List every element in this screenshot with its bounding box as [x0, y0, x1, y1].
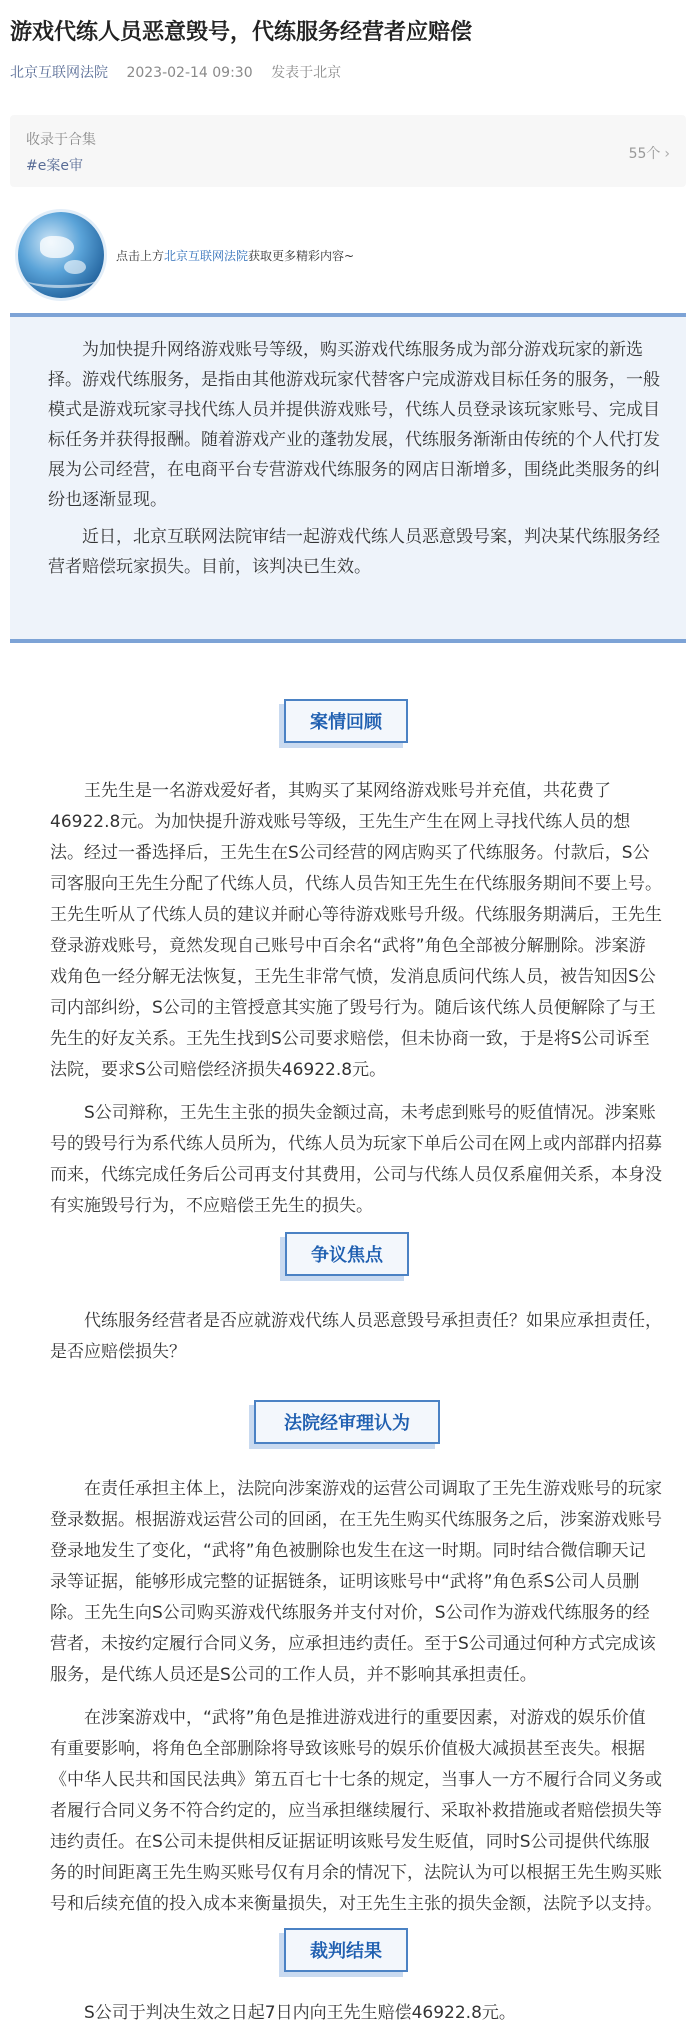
- court-logo-globe-icon: [18, 212, 104, 298]
- collection-count-text: 55个: [628, 146, 661, 162]
- intro-box: [10, 313, 686, 643]
- section-heading-dispute: 争议焦点: [285, 1232, 409, 1276]
- collection-tag[interactable]: #e案e审: [26, 158, 83, 174]
- collection-count[interactable]: [629, 143, 670, 163]
- follow-prefix: 点击上方: [116, 249, 165, 263]
- intro-paragraph: 近日，北京互联网法院审结一起游戏代练人员恶意毁号案，判决某代练服务经营者赔偿玩家损失。目前，该判决已生效。: [48, 527, 660, 577]
- case-review-paragraph: 王先生是一名游戏爱好者，其购买了某网络游戏账号并充值，共花费了46922.8元。为加快提升游戏账号等级，王先生产生在网上寻找代练人员的想法。经过一番选择后，王先生在S公司经营的网店购买了代练服务。付款后，S公司客服向王先生分配了代练人员，代练人员告知王先生在代练服务期间不要上号。王先生听从了代练人员的建议并耐心等待游戏账号升级。代练服务期满后，王先生登录游戏账号，竟然发现自己账号中百余名“武将”角色全部被分解删除。涉案游戏角色一经分解无法恢复，王先生非常气愤，发消息质问代练人员，被告知因S公司内部纠纷，S公司的主管授意其实施了毁号行为。随后该代练人员便解除了与王先生的好友关系。王先生找到S公司要求赔偿，但未协商一致，于是将S公司诉至法院，要求S公司赔偿经济损失46922.8元。: [50, 781, 662, 1080]
- chevron-right-icon: ›: [664, 146, 670, 162]
- follow-account-link[interactable]: 北京互联网法院: [164, 249, 249, 263]
- article-title: 游戏代练人员恶意毁号，代练服务经营者应赔偿: [10, 20, 473, 45]
- section-heading-verdict: 裁判结果: [284, 1928, 408, 1972]
- intro-paragraph: 为加快提升网络游戏账号等级，购买游戏代练服务成为部分游戏玩家的新选择。游戏代练服务，是指由其他游戏玩家代替客户完成游戏目标任务的服务，一般模式是游戏玩家寻找代练人员并提供游戏账号，代练人员登录该玩家账号、完成目标任务并获得报酬。随着游戏产业的蓬勃发展，代练服务渐渐由传统的个人代打发展为公司经营，在电商平台专营游戏代练服务的网店日渐增多，围绕此类服务的纠纷也逐渐显现。: [48, 340, 660, 510]
- article-meta: [10, 62, 355, 82]
- dispute-paragraph: 代练服务经营者是否应就游戏代练人员恶意毁号承担责任？如果应承担责任，是否应赔偿损失？: [50, 1311, 662, 1362]
- verdict-paragraph: S公司于判决生效之日起7日内向王先生赔偿46922.8元。: [84, 2003, 516, 2023]
- collection-label: 收录于合集: [26, 132, 96, 148]
- section-heading-case-review: 案情回顾: [284, 699, 408, 743]
- court-opinion-paragraph: 在涉案游戏中，“武将”角色是推进游戏进行的重要因素，对游戏的娱乐价值有重要影响，将角色全部删除将导致该账号的娱乐价值极大减损甚至丧失。根据《中华人民共和国民法典》第五百七十七条的规定，当事人一方不履行合同义务或者履行合同义务不符合约定的，应当承担继续履行、采取补救措施或者赔偿损失等违约责任。在S公司未提供相反证据证明该账号发生贬值，同时S公司提供代练服务的时间距离王先生购买账号仅有月余的情况下，法院认为可以根据王先生购买账号和后续充值的投入成本来衡量损失，对王先生主张的损失金额，法院予以支持。: [50, 1708, 662, 1914]
- publish-datetime: 2023-02-14 09:30: [126, 65, 253, 81]
- publish-location: 发表于北京: [271, 65, 342, 81]
- court-opinion-paragraph: 在责任承担主体上，法院向涉案游戏的运营公司调取了王先生游戏账号的玩家登录数据。根据游戏运营公司的回函，在王先生购买代练服务之后，涉案游戏账号登录地发生了变化，“武将”角色被删除也发生在这一时期。同时结合微信聊天记录等证据，能够形成完整的证据链条，证明该账号中“武将”角色系S公司人员删除。王先生向S公司购买游戏代练服务并支付对价，S公司作为游戏代练服务的经营者，未按约定履行合同义务，应承担违约责任。至于S公司通过何种方式完成该服务，是代练人员还是S公司的工作人员，并不影响其承担责任。: [50, 1479, 662, 1685]
- follow-prompt: [116, 247, 354, 264]
- author-link[interactable]: 北京互联网法院: [10, 65, 108, 81]
- follow-suffix: 获取更多精彩内容~: [248, 249, 355, 263]
- collection-card[interactable]: [10, 115, 686, 187]
- case-review-paragraph: S公司辩称，王先生主张的损失金额过高，未考虑到账号的贬值情况。涉案账号的毁号行为系代练人员所为，代练人员为玩家下单后公司在网上或内部群内招募而来，代练完成任务后公司再支付其费用，公司与代练人员仅系雇佣关系，本身没有实施毁号行为，不应赔偿王先生的损失。: [50, 1103, 662, 1216]
- section-heading-court-opinion: 法院经审理认为: [254, 1400, 440, 1444]
